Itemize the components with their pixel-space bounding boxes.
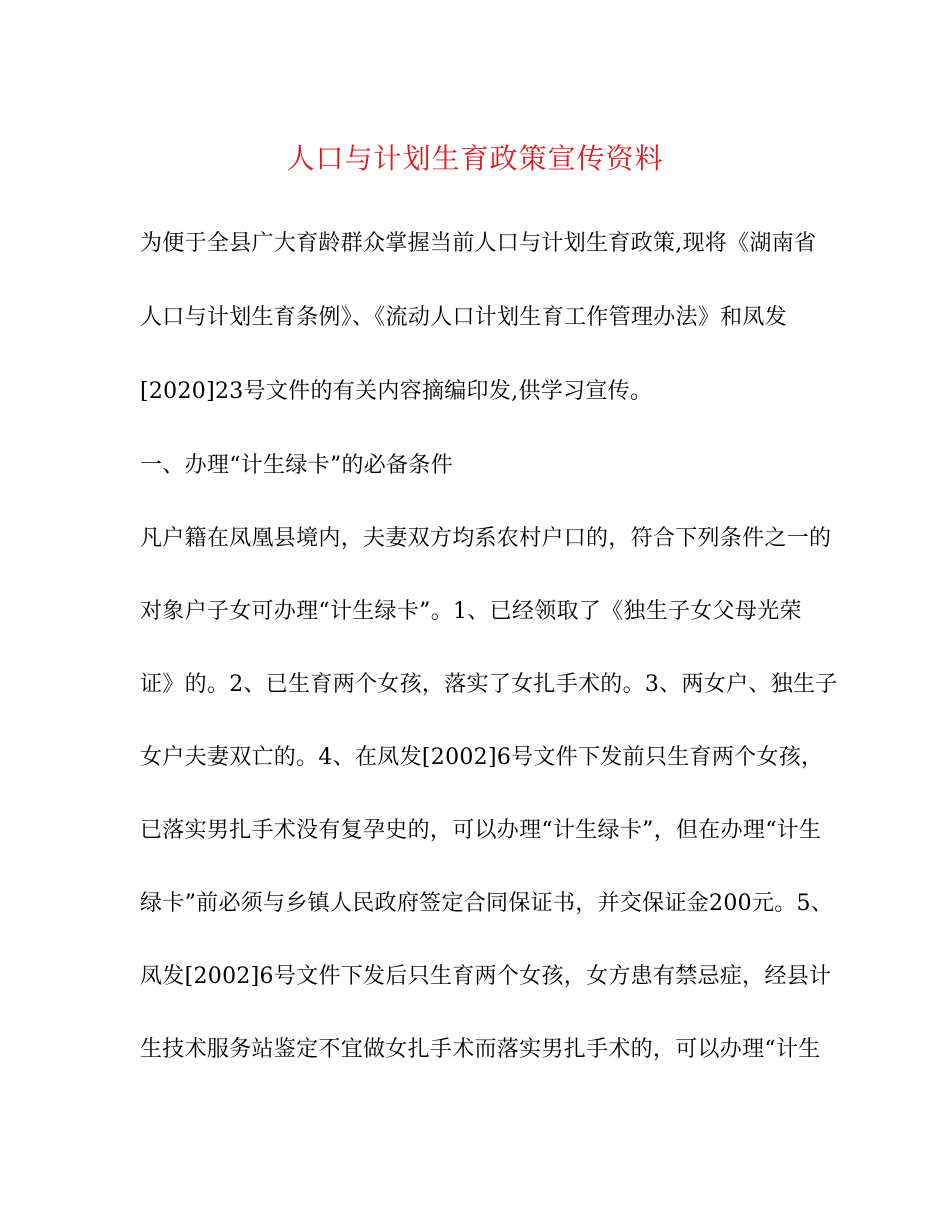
paragraph-line-5: 凡户籍在凤凰县境内，夫妻双方均系农村户口的，符合下列条件之一的 <box>140 526 832 551</box>
paragraph-line-9: 已落实男扎手术没有复孕史的，可以办理“计生绿卡”，但在办理“计生 <box>140 818 822 843</box>
section-heading: 一、办理“计生绿卡”的必备条件 <box>140 453 453 478</box>
paragraph-line-6: 对象户子女可办理“计生绿卡”。1、已经领取了《独生子女父母光荣 <box>140 599 802 624</box>
paragraph-line-8: 女户夫妻双亡的。4、在凤发[2002]6号文件下发前只生育两个女孩， <box>140 745 824 770</box>
document-title: 人口与计划生育政策宣传资料 <box>286 142 664 175</box>
paragraph-line-11: 凤发[2002]6号文件下发后只生育两个女孩，女方患有禁忌症，经县计 <box>140 964 832 989</box>
paragraph-line-1: 为便于全县广大育龄群众掌握当前人口与计划生育政策,现将《湖南省 <box>140 231 817 256</box>
paragraph-line-10: 绿卡”前必须与乡镇人民政府签定合同保证书，并交保证金200元。5、 <box>140 891 834 916</box>
paragraph-line-3: [2020]23号文件的有关内容摘编印发,供学习宣传。 <box>140 379 653 404</box>
paragraph-line-12: 生技术服务站鉴定不宜做女扎手术而落实男扎手术的，可以办理“计生 <box>140 1037 821 1062</box>
paragraph-line-7: 证》的。2、已生育两个女孩，落实了女扎手术的。3、两女户、独生子 <box>140 672 838 697</box>
paragraph-line-2: 人口与计划生育条例》、《流动人口计划生育工作管理办法》和凤发 <box>140 305 788 330</box>
